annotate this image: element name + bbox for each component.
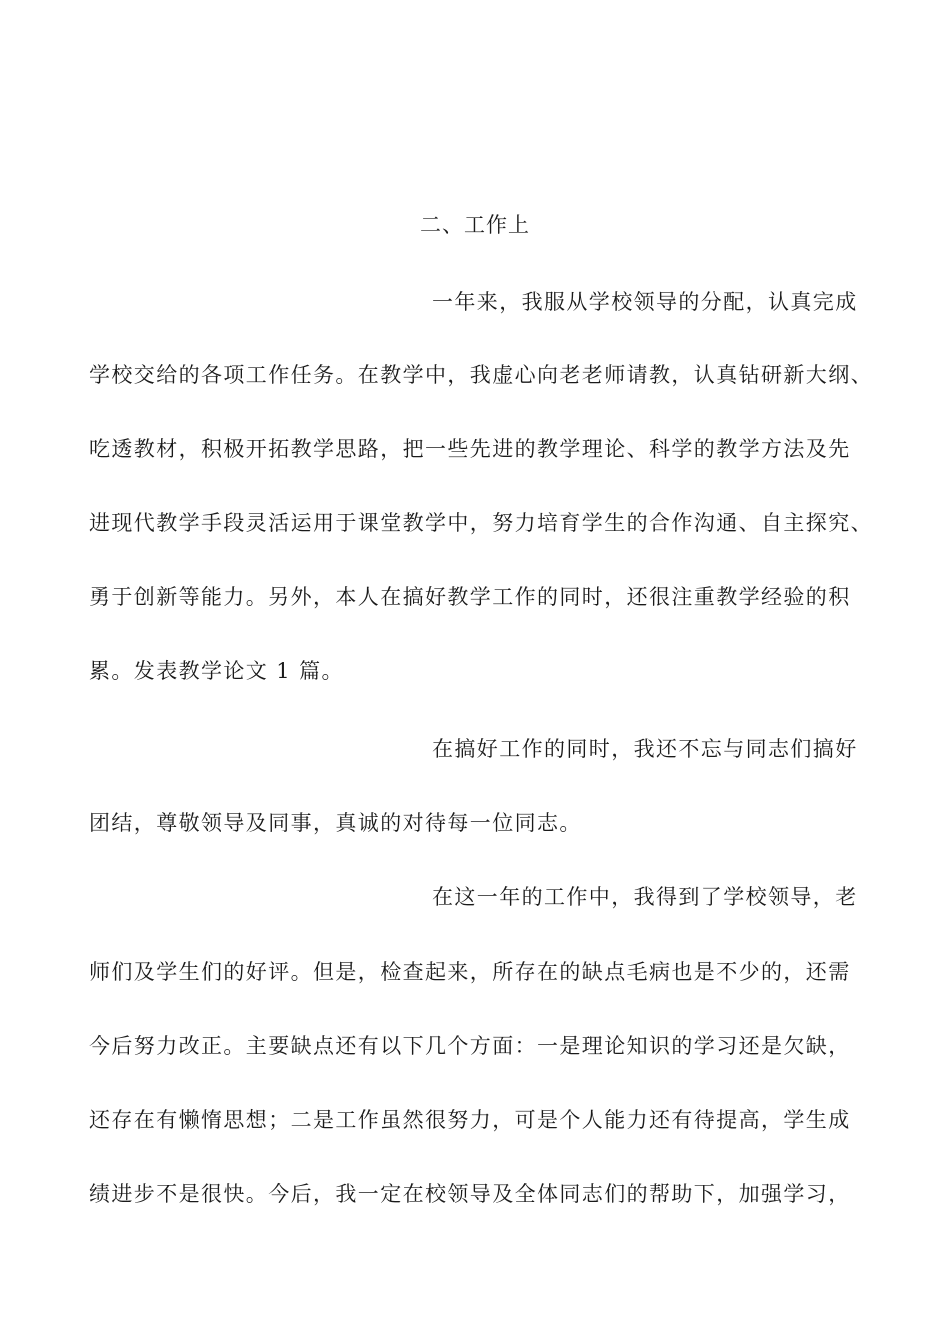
section-heading: 二、工作上 bbox=[420, 213, 530, 237]
paragraph-line: 团结，尊敬领导及同事，真诚的对待每一位同志。 bbox=[89, 811, 582, 835]
paragraph-line: 学校交给的各项工作任务。在教学中，我虚心向老老师请教，认真钻研新大纲、 bbox=[89, 363, 873, 387]
paragraph-line: 还存在有懒惰思想；二是工作虽然很努力，可是个人能力还有待提高，学生成 bbox=[89, 1108, 851, 1132]
paragraph-line: 进现代教学手段灵活运用于课堂教学中，努力培育学生的合作沟通、自主探究、 bbox=[89, 511, 873, 535]
paragraph-line: 一年来，我服从学校领导的分配，认真完成 bbox=[432, 290, 858, 314]
paragraph-line: 在搞好工作的同时，我还不忘与同志们搞好 bbox=[432, 737, 858, 761]
paragraph-line: 勇于创新等能力。另外，本人在搞好教学工作的同时，还很注重教学经验的积 bbox=[89, 585, 851, 609]
paragraph-line: 今后努力改正。主要缺点还有以下几个方面：一是理论知识的学习还是欠缺， bbox=[89, 1034, 851, 1058]
paragraph-line: 吃透教材，积极开拓教学思路，把一些先进的教学理论、科学的教学方法及先 bbox=[89, 437, 851, 461]
paragraph-line: 在这一年的工作中，我得到了学校领导，老 bbox=[432, 885, 858, 909]
paragraph-line: 累。发表教学论文 1 篇。 bbox=[89, 659, 344, 683]
paragraph-line: 绩进步不是很快。今后，我一定在校领导及全体同志们的帮助下，加强学习， bbox=[89, 1182, 851, 1206]
paragraph-line: 师们及学生们的好评。但是，检查起来，所存在的缺点毛病也是不少的，还需 bbox=[89, 960, 851, 984]
